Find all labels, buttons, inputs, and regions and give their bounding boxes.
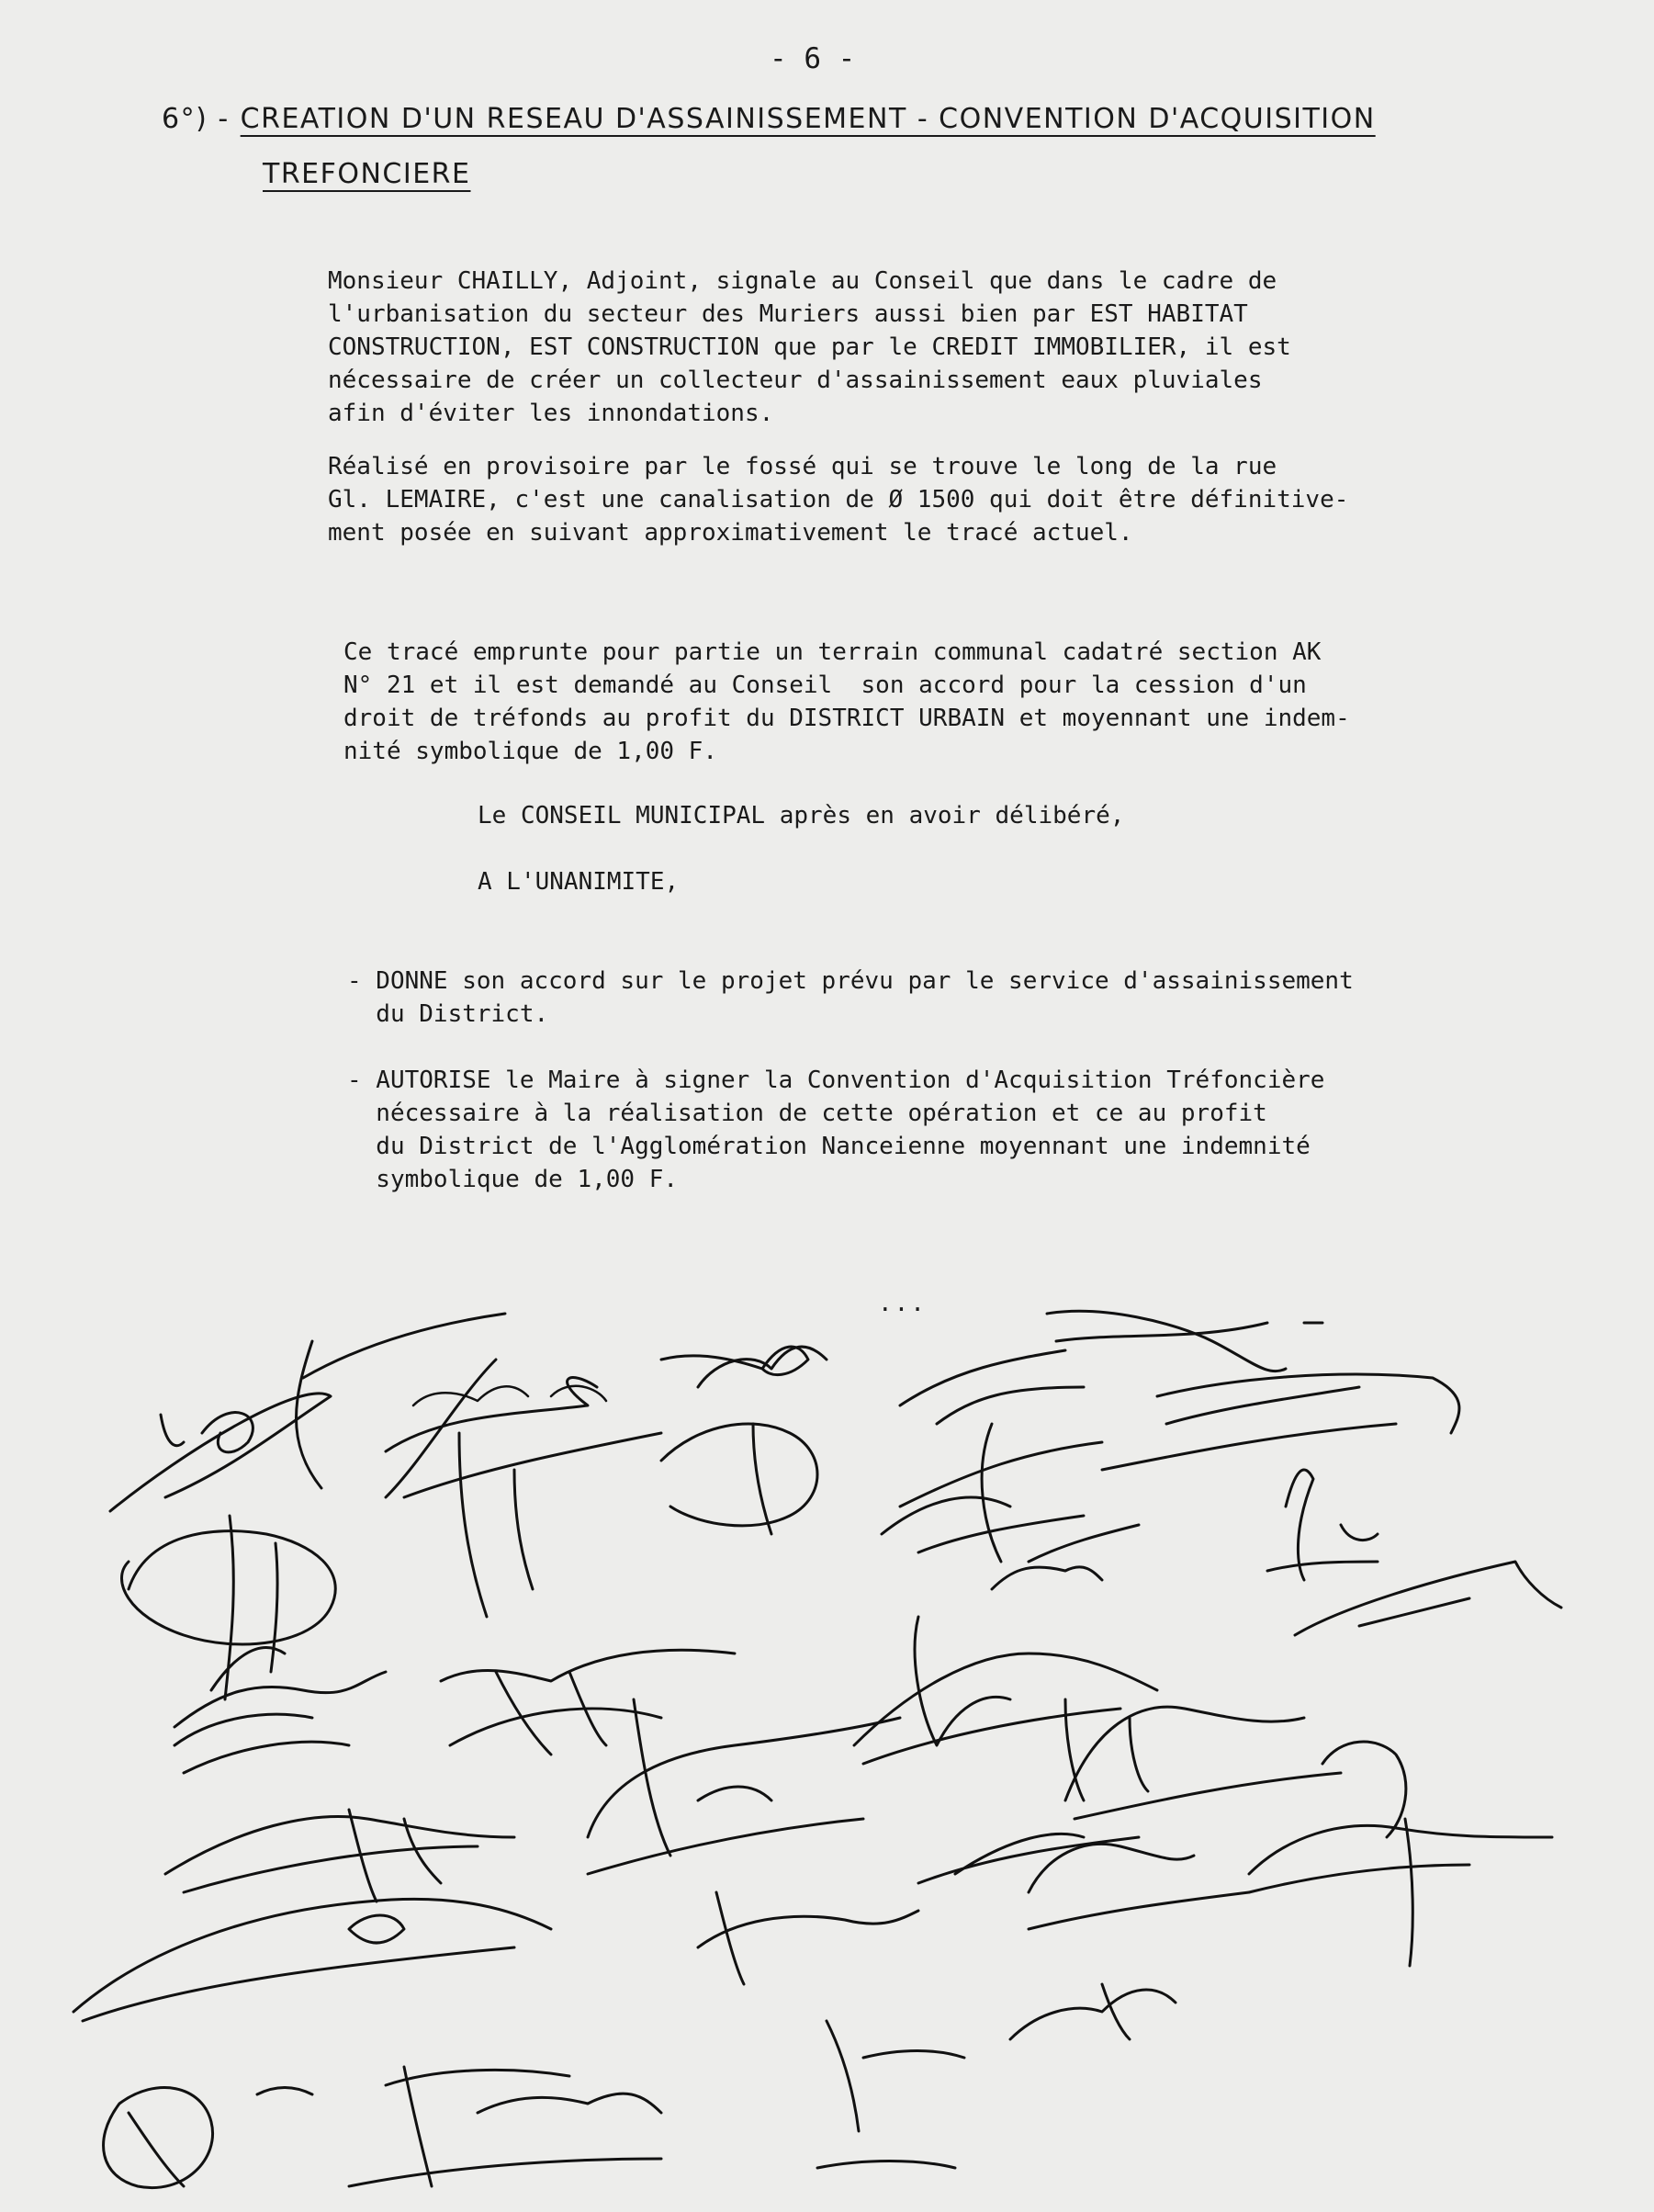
signatures-block (0, 1286, 1654, 2212)
section-heading (162, 103, 1376, 135)
vote-line: A L'UNANIMITE, (478, 868, 680, 896)
separator-dots: ... (878, 1290, 927, 1317)
section-number: 6°) - (162, 103, 230, 135)
section-title-line2: TREFONCIERE (263, 158, 471, 190)
signature-drawings (73, 1311, 1561, 2187)
paragraph-chailly: Monsieur CHAILLY, Adjoint, signale au Conseil que dans le cadre de l'urbanisation du secteur des Muriers aussi bien par EST HABITAT CONSTRUCTION, EST CONSTRUCTION que par le CREDIT IMMOBILIER, il est nécessaire de créer un collecteur d'assainissement eaux pluviales afin d'éviter les innondations. (328, 267, 1291, 427)
paragraph-trace: Ce tracé emprunte pour partie un terrain communal cadatré section AK N° 21 et il est demandé au Conseil son accord pour la cession d'un droit de tréfonds au profit du DISTRICT URBAIN et moyennant une indem- nité symbolique de 1,00 F. (343, 638, 1350, 765)
page-number: - 6 - (770, 42, 856, 75)
paragraph-realise: Réalisé en provisoire par le fossé qui se trouve le long de la rue Gl. LEMAIRE, c'est une canalisation de Ø 1500 qui doit être définitive- ment posée en suivant approximativement le tracé actuel. (328, 453, 1349, 547)
section-title-line1: CREATION D'UN RESEAU D'ASSAINISSEMENT - CONVENTION D'ACQUISITION (240, 103, 1376, 135)
decision-donne: - DONNE son accord sur le projet prévu par le service d'assainissement du District. (347, 967, 1354, 1028)
decision-autorise: - AUTORISE le Maire à signer la Convention d'Acquisition Tréfoncière nécessaire à la réalisation de cette opération et ce au profit du District de l'Agglomération Nanceienne moyennant une indemnité symbolique de 1,00 F. (347, 1066, 1325, 1193)
deliberation-line: Le CONSEIL MUNICIPAL après en avoir délibéré, (478, 802, 1125, 830)
